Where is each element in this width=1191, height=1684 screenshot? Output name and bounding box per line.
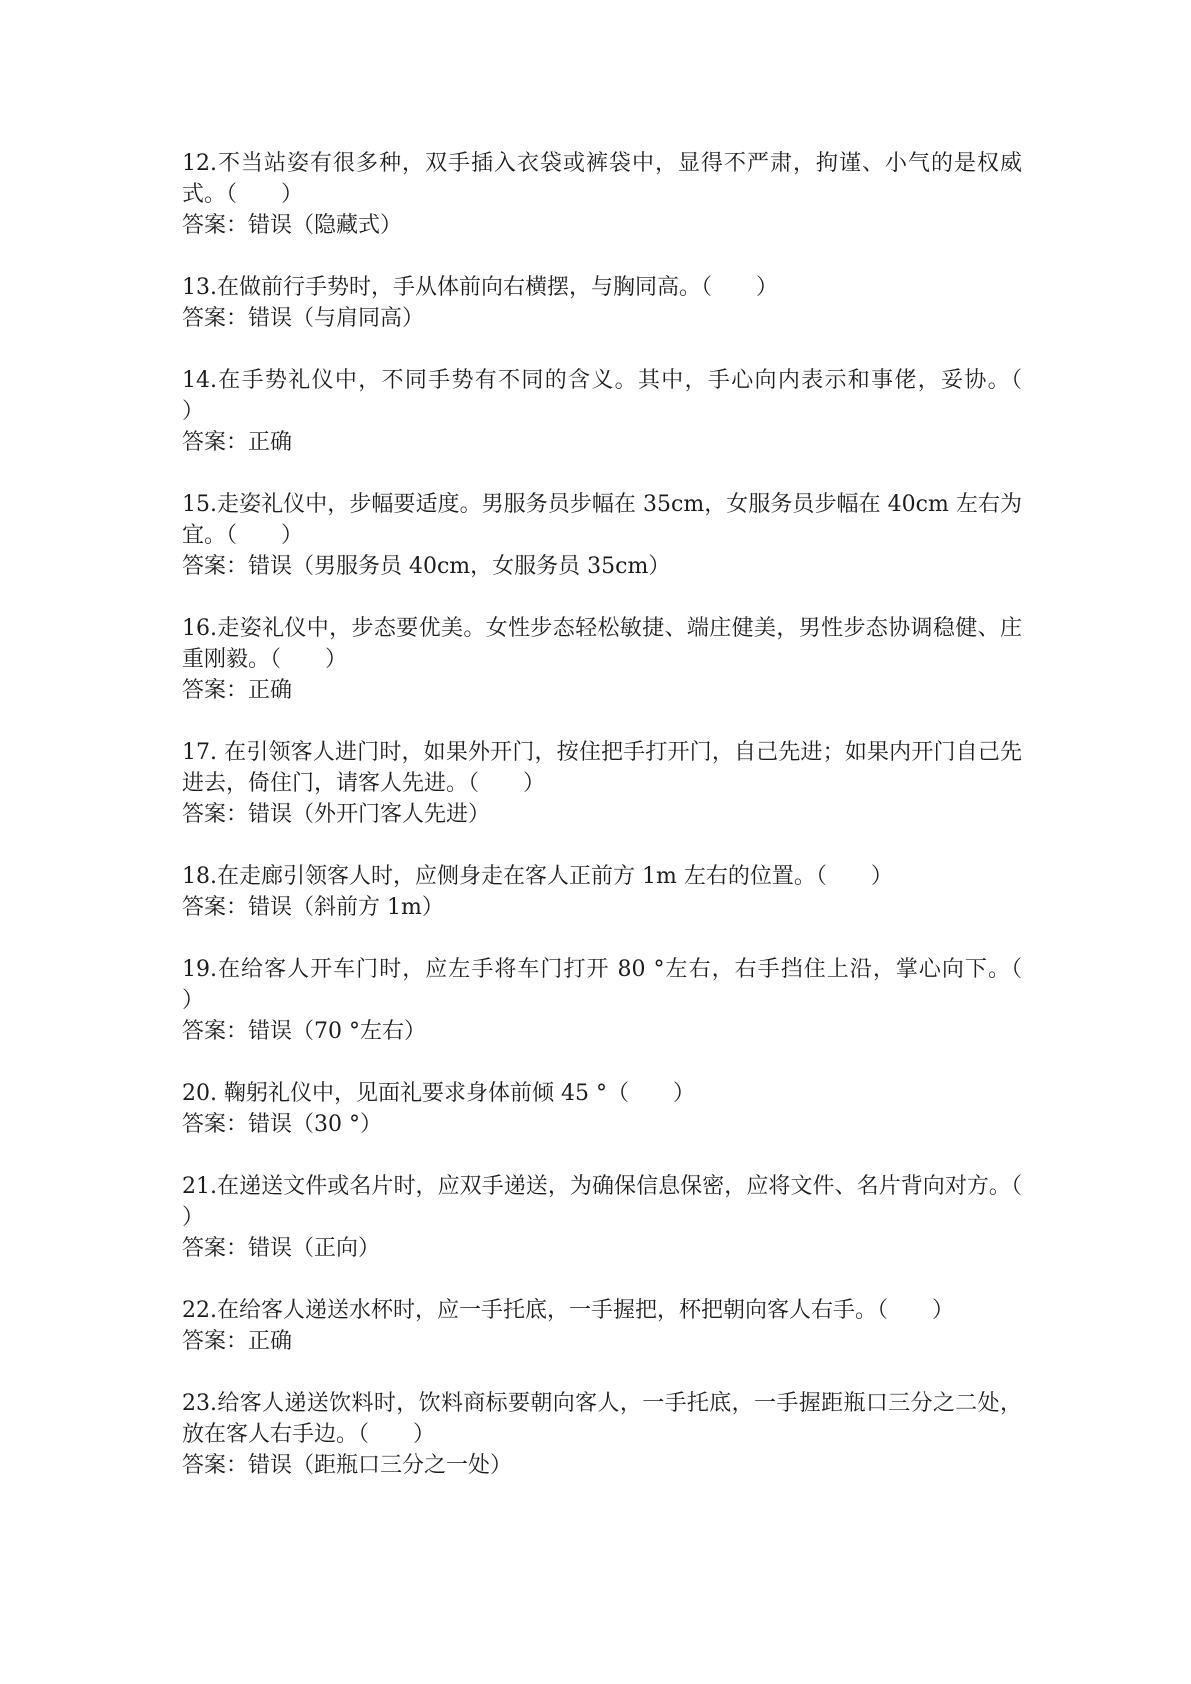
question-text: 20. 鞠躬礼仪中，见面礼要求身体前倾 45 °（ ） xyxy=(182,1081,695,1106)
answer-text: 答案：错误（30 °） xyxy=(182,1112,382,1137)
question-item xyxy=(182,489,1022,582)
answer-text: 答案：错误（正向） xyxy=(182,1236,381,1261)
question-text: 15.走姿礼仪中，步幅要适度。男服务员步幅在 35cm，女服务员步幅在 40cm 左右为宜。（ ） xyxy=(182,492,1022,548)
question-item xyxy=(182,1171,1067,1264)
question-text: 19.在给客人开车门时，应左手将车门打开 80 °左右，右手挡住上沿，掌心向下。（ ） xyxy=(182,957,1067,1013)
question-text: 22.在给客人递送水杯时，应一手托底，一手握把，杯把朝向客人右手。（ ） xyxy=(182,1298,954,1323)
answer-text: 答案：正确 xyxy=(182,430,293,455)
question-item xyxy=(182,1078,1022,1140)
answer-text: 答案：错误（70 °左右） xyxy=(182,1019,426,1044)
question-text: 23.给客人递送饮料时，饮料商标要朝向客人，一手托底，一手握距瓶口三分之二处，放在客人右手边。（ ） xyxy=(182,1391,1022,1447)
answer-text: 答案：正确 xyxy=(182,678,293,703)
question-item xyxy=(182,613,1022,706)
document-page xyxy=(182,148,1067,1512)
question-text: 16.走姿礼仪中，步态要优美。女性步态轻松敏捷、端庄健美，男性步态协调稳健、庄重刚毅。（ ） xyxy=(182,616,1022,672)
question-item xyxy=(182,148,1022,241)
question-text: 14.在手势礼仪中，不同手势有不同的含义。其中，手心向内表示和事佬，妥协。（ ） xyxy=(182,368,1067,424)
question-text: 12.不当站姿有很多种，双手插入衣袋或裤袋中，显得不严肃，拘谨、小气的是权威式。（ ） xyxy=(182,151,1022,207)
answer-text: 答案：错误（男服务员 40cm，女服务员 35cm） xyxy=(182,554,671,579)
answer-text: 答案：错误（隐藏式） xyxy=(182,213,403,238)
question-item xyxy=(182,737,1022,830)
question-text: 18.在走廊引领客人时，应侧身走在客人正前方 1m 左右的位置。（ ） xyxy=(182,864,893,889)
answer-text: 答案：正确 xyxy=(182,1329,293,1354)
question-text: 13.在做前行手势时，手从体前向右横摆，与胸同高。（ ） xyxy=(182,275,778,300)
answer-text: 答案：错误（外开门客人先进） xyxy=(182,802,491,827)
question-item xyxy=(182,272,1022,334)
answer-text: 答案：错误（与肩同高） xyxy=(182,306,425,331)
question-item xyxy=(182,954,1067,1047)
question-text: 21.在递送文件或名片时，应双手递送，为确保信息保密，应将文件、名片背向对方。（ ） xyxy=(182,1174,1067,1230)
question-item xyxy=(182,861,1022,923)
question-item xyxy=(182,1295,1022,1357)
answer-text: 答案：错误（距瓶口三分之一处） xyxy=(182,1453,513,1478)
question-item xyxy=(182,1388,1022,1481)
question-item xyxy=(182,365,1067,458)
question-text: 17. 在引领客人进门时，如果外开门，按住把手打开门，自己先进；如果内开门自己先进去，倚住门，请客人先进。（ ） xyxy=(182,740,1022,796)
answer-text: 答案：错误（斜前方 1m） xyxy=(182,895,444,920)
